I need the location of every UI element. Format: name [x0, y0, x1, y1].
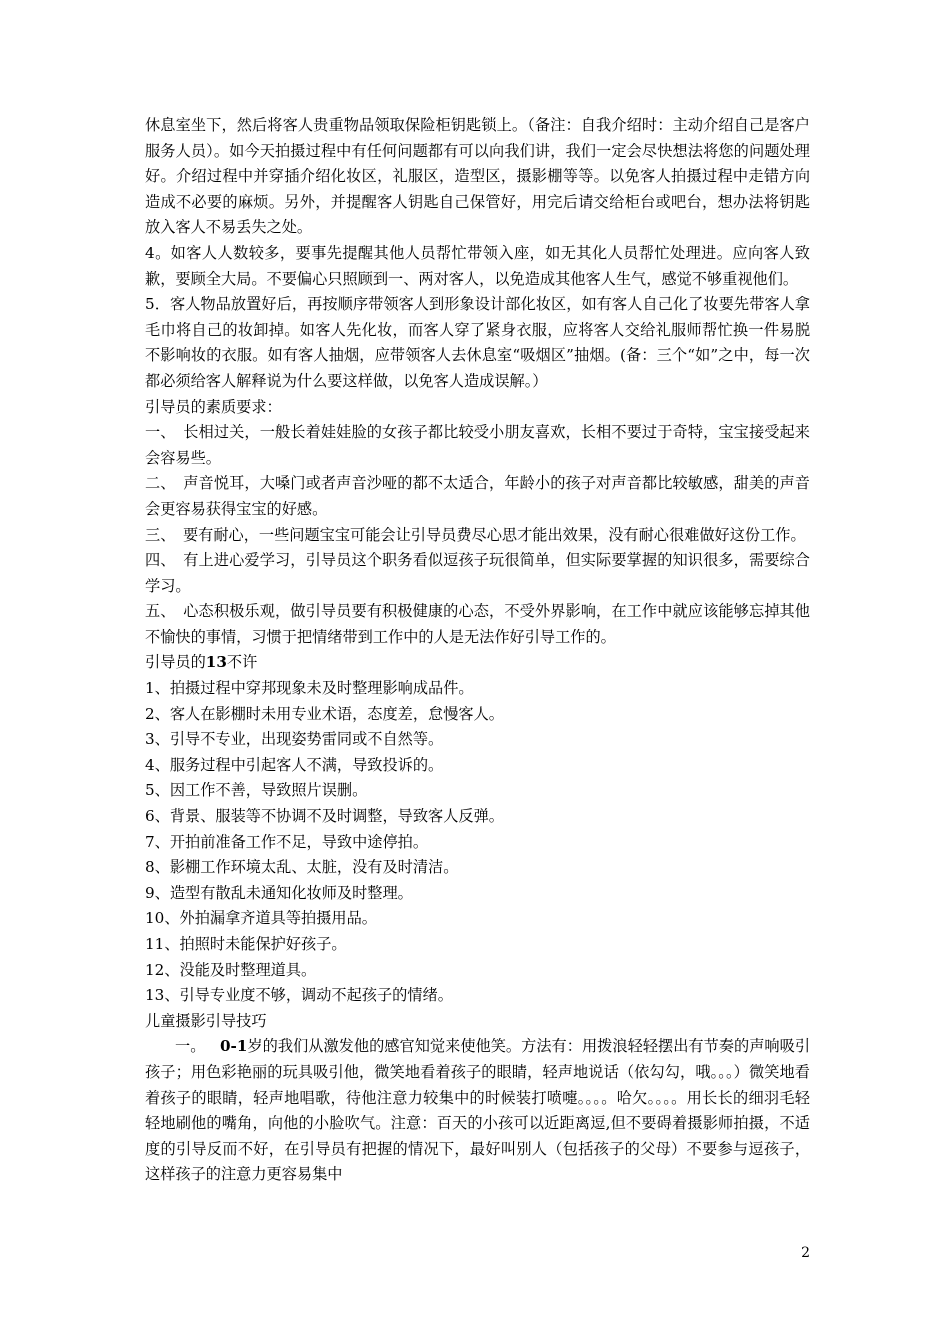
tip-paragraph-1 — [145, 1034, 810, 1188]
page-content — [145, 113, 810, 1188]
rule-item: 4、服务过程中引起客人不满，导致投诉的。 — [145, 755, 444, 774]
rule-item: 13、引导专业度不够，调动不起孩子的情绪。 — [145, 986, 453, 1005]
quality-item-1: 一、 长相过关，一般长着娃娃脸的女孩子都比较受小朋友喜欢，长相不要过于奇特，宝宝接受起来会容易些。 — [145, 423, 810, 467]
rules-heading-number: 13 — [205, 653, 227, 672]
section-heading-rules — [145, 650, 810, 676]
rule-item: 8、影棚工作环境太乱、太脏，没有及时清洁。 — [145, 858, 459, 877]
quality-item-4: 四、 有上进心爱学习，引导员这个职务看似逗孩子玩很简单，但实际要掌握的知识很多，需要综合学习。 — [145, 551, 810, 595]
quality-item-5: 五、 心态积极乐观，做引导员要有积极健康的心态，不受外界影响，在工作中就应该能够忘掉其他不愉快的事情，习惯于把情绪带到工作中的人是无法作好引导工作的。 — [145, 602, 810, 646]
rule-item: 5、因工作不善，导致照片误删。 — [145, 781, 368, 800]
paragraph-item-4: 4。如客人人数较多，要事先提醒其他人员帮忙带领入座，如无其化人员帮忙处理进。应向客人致歉，要顾全大局。不要偏心只照顾到一、两对客人，以免造成其他客人生气，感觉不够重视他们。 — [145, 243, 810, 288]
rule-item: 11、拍照时未能保护好孩子。 — [145, 935, 347, 953]
tip-1-text: 岁的我们从激发他的感官知觉来使他笑。方法有：用拨浪轻轻摆出有节奏的声响吸引孩子；用色彩艳丽的玩具吸引他，微笑地看着孩子的眼睛，轻声地说话（依勾勾，哦。。。）微笑地看着孩子的眼睛，轻声地唱歌，待他注意力较集中的时候装打喷嚏。。。。哈欠。。。。用长长的细羽毛轻轻地刷他的嘴角，向他的小脸吹气。注意：百天的小孩可以近距离逗,但不要碍着摄影师拍摄，不适度的引导反而不好，在引导员有把握的情况下，最好叫别人（包括孩子的父母）不要参与逗孩子，这样孩子的注意力更容易集中 — [145, 1037, 811, 1184]
section-heading-qualities: 引导员的素质要求： — [145, 397, 282, 416]
rule-item: 1、拍摄过程中穿邦现象未及时整理影响成品件。 — [145, 679, 474, 698]
rule-item: 10、外拍漏拿齐道具等拍摄用品。 — [145, 909, 377, 928]
tip-1-lead: 一。 — [175, 1037, 206, 1056]
quality-item-2: 二、 声音悦耳，大嗓门或者声音沙哑的都不太适合，年龄小的孩子对声音都比较敏感，甜美的声音会更容易获得宝宝的好感。 — [145, 474, 810, 518]
paragraph-storage: 休息室坐下，然后将客人贵重物品领取保险柜钥匙锁上。（备注：自我介绍时：主动介绍自己是客户服务人员）。如今天拍摄过程中有任何问题都有可以向我们讲，我们一定会尽快想法将您的问题处理好。介绍过程中并穿插介绍化妆区，礼服区，造型区，摄影棚等等。以免客人拍摄过程中走错方向造成不必要的麻烦。另外，并提醒客人钥匙自己保管好，用完后请交给柜台或吧台，想办法将钥匙放入客人不易丢失之处。 — [145, 116, 810, 237]
rule-item: 12、没能及时整理道具。 — [145, 960, 317, 979]
rules-heading-suffix: 不许 — [226, 653, 258, 672]
paragraph-item-5: 5．客人物品放置好后，再按顺序带领客人到形象设计部化妆区，如有客人自己化了妆要先带客人拿毛巾将自己的妆卸掉。如客人先化妆，而客人穿了紧身衣服，应将客人交给礼服师帮忙换一件易脱不影响妆的衣服。如有客人抽烟，应带领客人去休息室“吸烟区”抽烟。(备：三个“如”之中，每一次都必须给客人解释说为什么要这样做，以免客人造成误解。） — [145, 295, 810, 390]
rules-heading-prefix: 引导员的 — [145, 653, 206, 672]
quality-item-3: 三、 要有耐心，一些问题宝宝可能会让引导员费尽心思才能出效果，没有耐心很难做好这份工作。 — [145, 525, 806, 544]
rule-item: 2、客人在影棚时未用专业术语，态度差，怠慢客人。 — [145, 704, 504, 723]
page-number: 2 — [801, 1245, 810, 1261]
section-heading-tips: 儿童摄影引导技巧 — [145, 1011, 267, 1030]
rule-item: 9、造型有散乱未通知化妆师及时整理。 — [145, 883, 413, 902]
rule-item: 3、引导不专业，出现姿势雷同或不自然等。 — [145, 730, 444, 749]
rule-item: 6、背景、服装等不协调不及时调整，导致客人反弹。 — [145, 807, 504, 826]
tip-1-age: 0-1 — [219, 1037, 248, 1056]
rule-item: 7、开拍前准备工作不足，导致中途停拍。 — [145, 832, 429, 851]
